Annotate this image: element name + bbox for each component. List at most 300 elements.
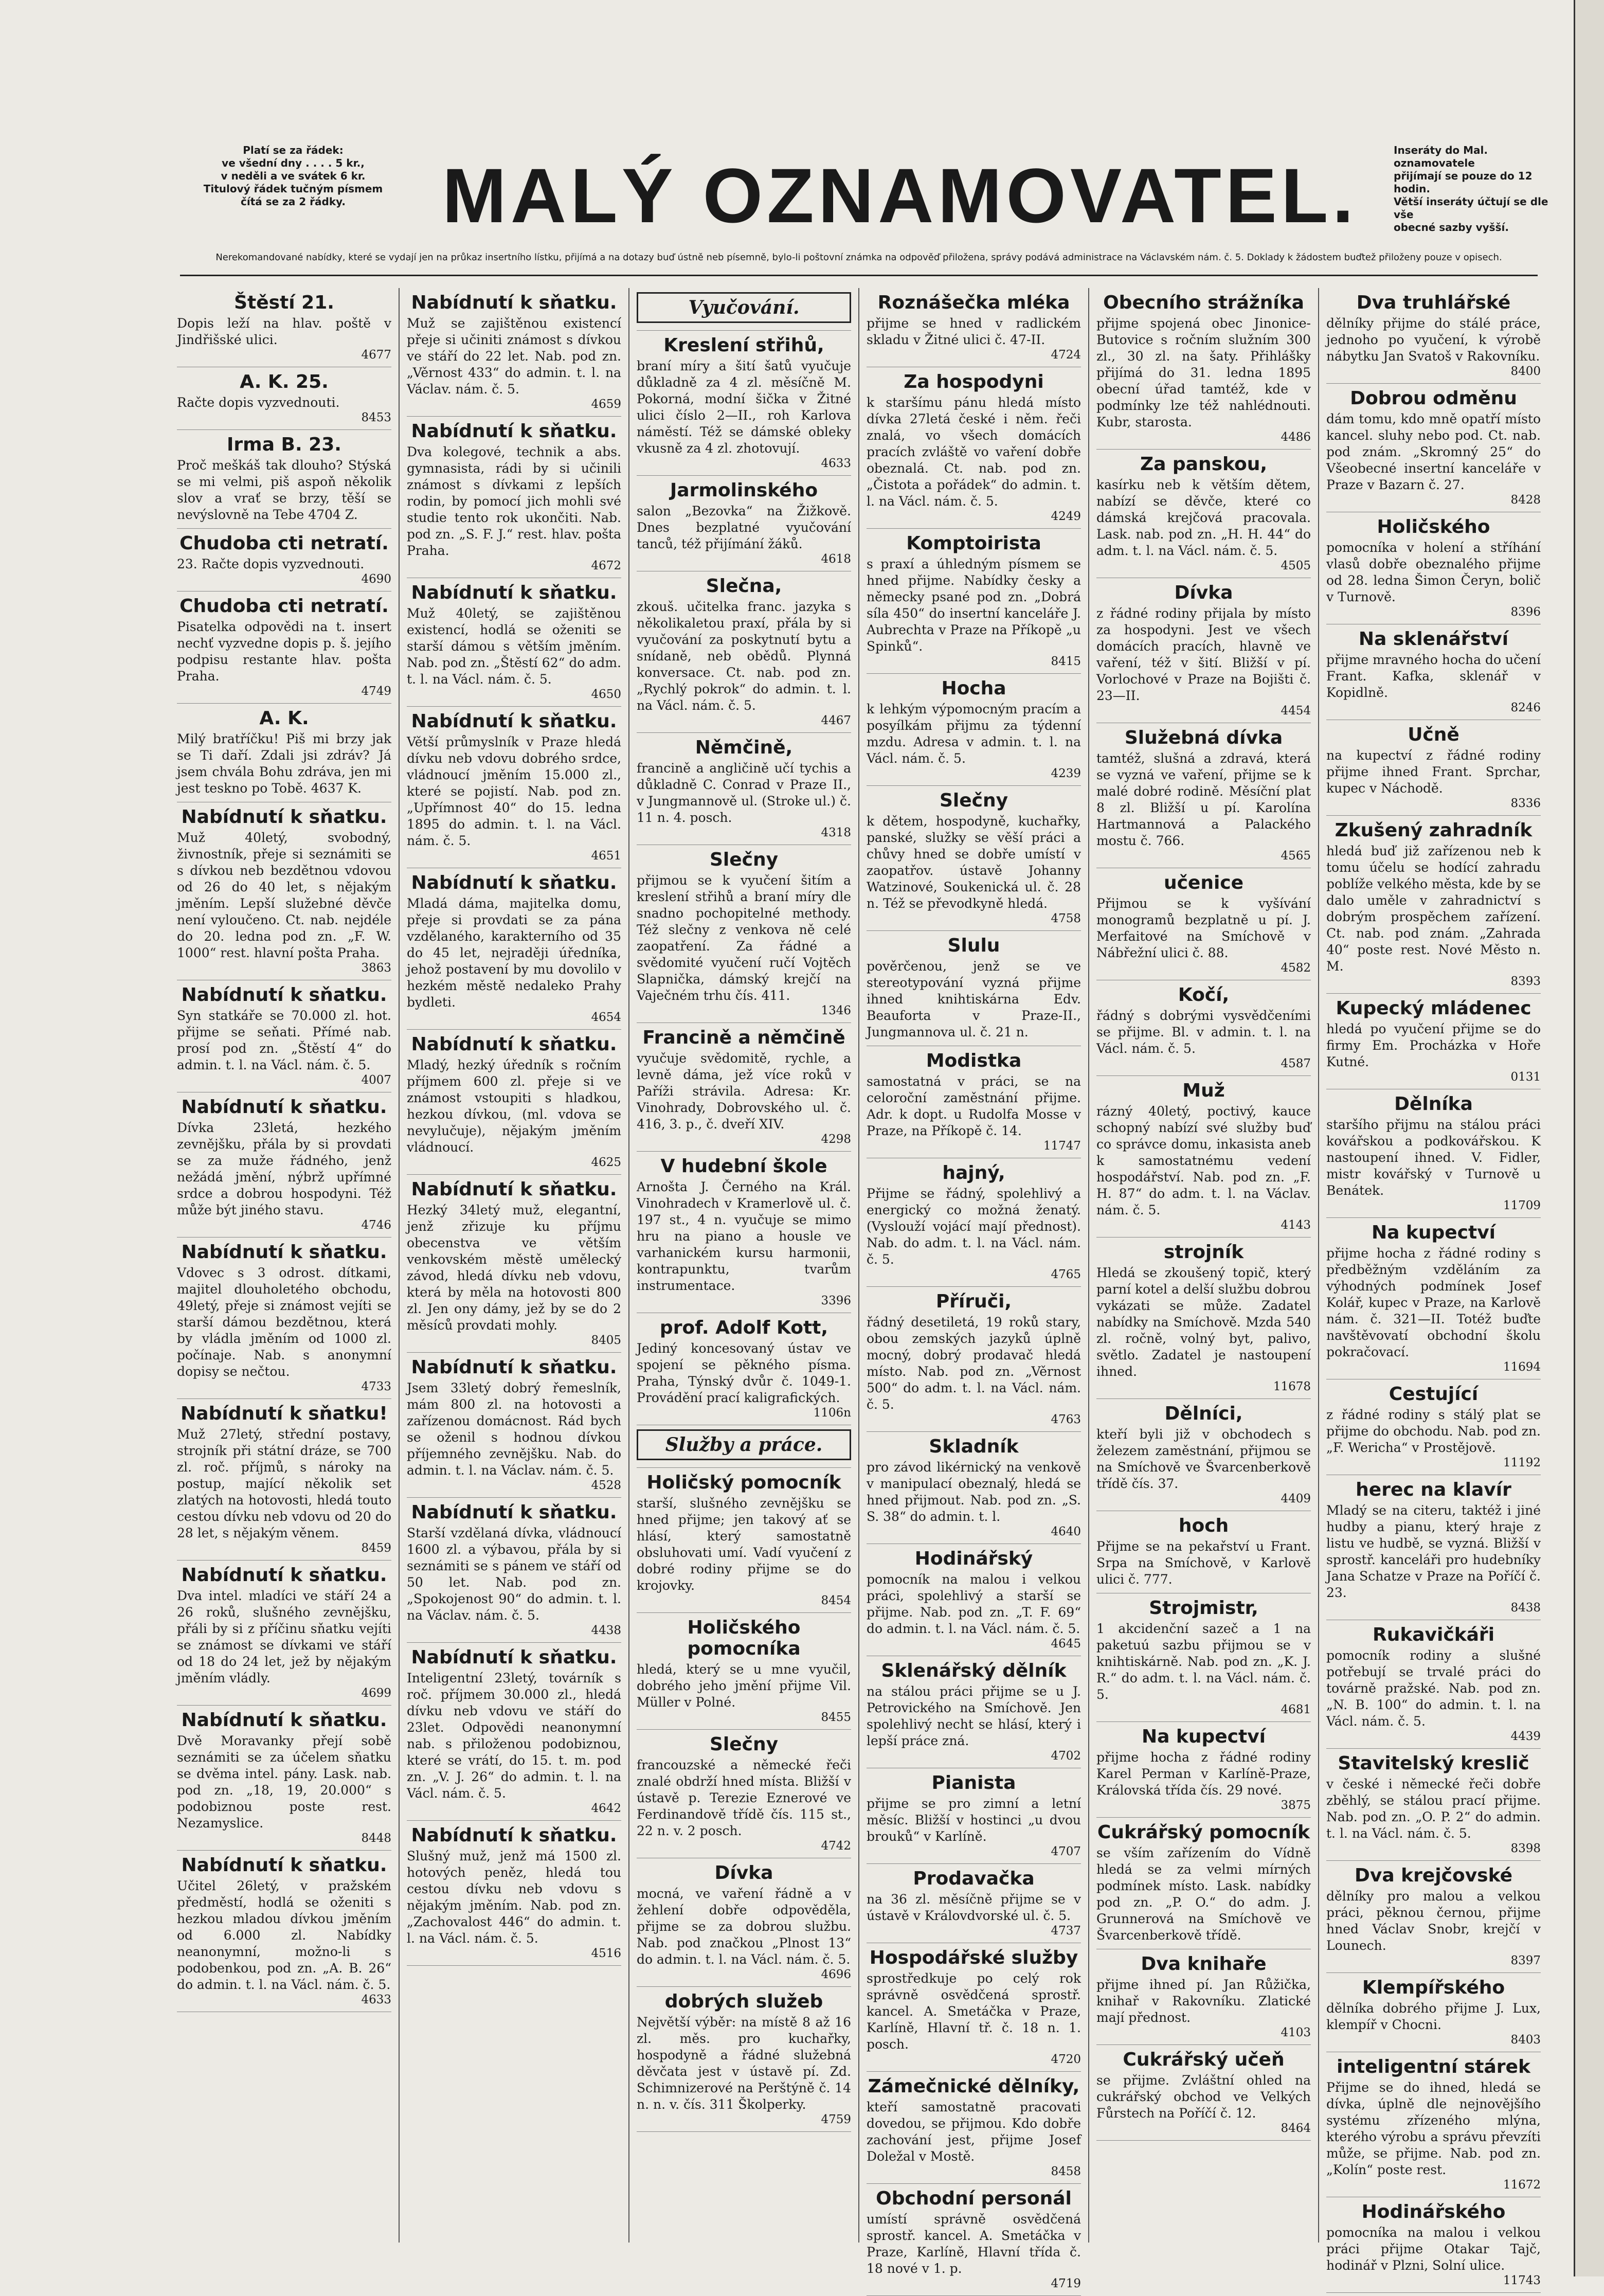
classified-ad	[867, 1158, 1081, 1287]
ad-text: k staršímu pánu hledá místo dívka 27letá české i něm. řeči znalá, vo všech domácích pracích zvláště vo vaření dobře obeznalá. Ct. nab. pod zn. „Čistota a pořádek“ do admin. t. l. na Václ. nám. č. 5.	[867, 395, 1081, 509]
ad-text: kteří byli již v obchodech s železem zaměstnání, přijmou se na Smíchově ve Švarcenberkově třídě čís. 37.	[1096, 1427, 1311, 1491]
ad-number: 4724	[1051, 348, 1081, 362]
classified-ad	[407, 1175, 621, 1353]
ad-title: Dobrou odměnu	[1350, 388, 1517, 409]
ad-title: Němčině,	[695, 737, 793, 758]
price-line: Titulový řádek tučným písmem	[203, 183, 383, 195]
ad-text: přijme se pro zimní a letní měsíc. Bližší v hostinci „u dvou brouků“ v Karlíně.	[867, 1796, 1081, 1844]
classified-ad	[1096, 1593, 1311, 1722]
classified-ad	[867, 674, 1081, 786]
classified-ad	[1096, 980, 1311, 1076]
ad-number: 4733	[361, 1380, 391, 1393]
ad-text: Jediný koncesovaný ústav ve spojení se pěkného písma. Praha, Týnský dvůr č. 1049-1. Provádění prací kaligrafických.	[637, 1341, 851, 1405]
classified-ad	[867, 1432, 1081, 1544]
ad-title: Nabídnutí k sňatku.	[411, 1179, 617, 1200]
ad-text: sprostředkuje po celý rok správně osvědčená sprostř. kancel. A. Smetáčka v Praze, Karlíně, Hlavní tř. č. 18 n. 1. posch.	[867, 1971, 1081, 2052]
ad-text: k lehkým výpomocným pracím a posyílkám přijmu za týdenní mzdu. Adresa v admin. t. l. na Václ. nám. č. 5.	[867, 702, 1081, 766]
ad-text: přijme ihned pí. Jan Růžička, knihař v Rakovníku. Zlatické mají přednost.	[1096, 1977, 1311, 2025]
classified-ad	[1326, 1475, 1541, 1620]
ad-number: 4633	[821, 457, 851, 470]
classified-ad	[637, 1858, 851, 1987]
ad-title: Nabídnutí k sňatku.	[181, 1097, 387, 1118]
classified-ad	[1326, 2052, 1541, 2197]
ad-text: Největší výběr: na místě 8 až 16 zl. měs. pro kuchařky, hospodyně a řádné služebná děvčata jest v ústavě pí. Zd. Schimnizerové na Perštýně č. 14 n. n. v. čís. 311 Školperky.	[637, 2015, 851, 2112]
classified-ad	[177, 802, 391, 980]
ad-title: učenice	[1163, 872, 1244, 893]
ad-number: 4737	[1051, 1924, 1081, 1938]
ad-title: Holičský pomocník	[646, 1472, 841, 1493]
ad-text: Arnošta J. Černého na Král. Vinohradech v Kramerlově ul. č. 197 st., 4 n. vyučuje se mimo hru na piano a housle ve varhanickém kursu harmonii, kontrapunktu, tvarům instrumentace.	[637, 1179, 851, 1293]
classified-ad	[867, 2184, 1081, 2296]
classified-ad	[637, 1152, 851, 1313]
classified-ad	[867, 786, 1081, 931]
ad-number: 4765	[1051, 1268, 1081, 1281]
classified-ad	[867, 288, 1081, 367]
ad-text: Proč meškáš tak dlouho? Stýská se mi velmi, piš aspoň několik slov a vrať se brzy, těší se nevýslovně na Tebe 4704 Z.	[177, 458, 391, 522]
ad-title: Nabídnutí k sňatku.	[181, 984, 387, 1006]
ad-title: prof. Adolf Kott,	[659, 1317, 828, 1338]
ad-title: Nabídnutí k sňatku.	[411, 1034, 617, 1055]
ad-number: 8246	[1510, 701, 1541, 714]
ad-title: Nabídnutí k sňatku.	[411, 1502, 617, 1523]
ad-number: 3875	[1281, 1799, 1311, 1812]
ad-title: Nabídnutí k sňatku.	[181, 1855, 387, 1876]
classified-ad	[1096, 450, 1311, 578]
ad-text: mocná, ve vaření řádně a v žehlení dobře odpověděla, přijme se za dobrou službu. Nab. pod značkou „Plnost 13“ do admin. t. l. na Václ. nám. č. 5.	[637, 1886, 851, 1967]
ad-text: Jsem 33letý dobrý řemeslník, mám 800 zl. na hotovosti a zařízenou domácnost. Rád bych se oženil s hodnou dívkou příjemného zevnějšku. Nab. do admin. t. l. na Václav. nám. č. 5.	[407, 1380, 621, 1478]
classified-ad	[177, 367, 391, 430]
classified-ad	[637, 733, 851, 845]
ad-title: Pianista	[931, 1772, 1016, 1793]
classified-ad	[407, 288, 621, 417]
ad-title: Modistka	[926, 1050, 1022, 1071]
ad-title: Komptoirista	[906, 533, 1041, 554]
ad-number: 3396	[821, 1294, 851, 1307]
ad-text: Vdovec s 3 odrost. dítkami, majitel dlouholetého obchodu, 49letý, přeje si známost vejíti se starší dámou bezdětnou, která by vládla jměním od 1000 zl. počínaje. Nab. s anonymní dopisy se nečtou.	[177, 1265, 391, 1379]
ad-text: pověrčenou, jenž se ve stereotypování vyzná přijme ihned knihtiskárna Edv. Beauforta v Praze-II., Jungmannova ul. č. 21 n.	[867, 959, 1081, 1039]
ad-number: 4719	[1051, 2277, 1081, 2290]
ad-text: Muž 40letý, se zajištěnou existencí, hodlá se oženiti se starší dámou s větším jměním. Nab. pod zn. „Štěstí 62“ do adm. t. l. na Václ. nám. č. 5.	[407, 606, 621, 687]
ad-title: Obchodní personál	[876, 2188, 1072, 2209]
classified-ad	[1326, 384, 1541, 512]
ad-text: staršího přijmu na stálou práci kovářskou a podkovářskou. K nastoupení ihned. V. Fidler, mistr kovářský v Turnově u Benátek.	[1326, 1117, 1541, 1198]
ad-title: Slulu	[947, 935, 1000, 956]
ad-text: braní míry a šití šatů vyučuje důkladně za 4 zl. měsíčně M. Pokorná, modní šička v Žitné ulici číslo 2—II., roh Karlova náměstí. Též se dámské obleky vkusně za 4 zl. zhotovují.	[637, 358, 851, 456]
ad-title: Hospodářské služby	[869, 1947, 1078, 1968]
ad-title: Příruči,	[935, 1291, 1012, 1312]
classified-ad	[1326, 624, 1541, 720]
ad-number: 8459	[361, 1541, 391, 1555]
ad-title: Chudoba cti netratí.	[179, 533, 389, 554]
ad-text: Mladý, hezký úředník s ročním příjmem 600 zl. přeje si ve známost vstoupiti s hladkou, hezkou dívkou, (ml. vdova se nevylučuje), nějakým jměním vládnoucí.	[407, 1057, 621, 1155]
classified-ad	[177, 1237, 391, 1399]
ad-number: 11678	[1273, 1380, 1311, 1393]
ad-column	[1319, 288, 1548, 2287]
classified-ad	[867, 1287, 1081, 1432]
ad-number: 4746	[361, 1218, 391, 1232]
ad-text: 23. Račte dopis vyzvednouti.	[177, 557, 365, 571]
classified-ad	[637, 1987, 851, 2132]
ad-number: 8415	[1051, 655, 1081, 668]
ad-title: Chudoba cti netratí.	[179, 596, 389, 617]
classified-ad	[407, 1353, 621, 1498]
ad-text: Mladý se na citeru, taktéž i jiné hudby a pianu, který hraje z listu ve hudbě, se vyzná. Bližší v sprostř. kanceláři pro hudebníky Jana Schatze v Praze na Poříčí č. 23.	[1326, 1503, 1541, 1600]
ad-text: Račte dopis vyzvednouti.	[177, 395, 340, 410]
ad-title: Služebná dívka	[1124, 727, 1283, 748]
ad-text: se přijme. Zvláštní ohled na cukrářský obchod ve Velkých Fůrstech na Poříčí č. 12.	[1096, 2073, 1311, 2121]
deadline-line: přijímají se pouze do 12 hodin.	[1394, 170, 1533, 195]
ad-title: Dívka	[714, 1862, 773, 1884]
deadline-line: obecné sazby vyšší.	[1394, 221, 1509, 234]
ad-title: Nabídnutí k sňatku.	[181, 806, 387, 828]
classified-ad	[637, 1313, 851, 1425]
ad-number: 11192	[1503, 1456, 1541, 1469]
ad-text: Přijme se na pekařství u Frant. Srpa na Smíchově, v Karlově ulici č. 777.	[1096, 1539, 1311, 1587]
ad-text: starší, slušného zevnějšku se hned přijme; jen takový ať se hlásí, který samostatně obsluhovati umí. Vadí vyučení z dobré rodiny přijme se do krojovky.	[637, 1496, 851, 1593]
classified-ad	[867, 1943, 1081, 2072]
ad-title: Francině a němčině	[642, 1027, 845, 1048]
deadline-line: Inseráty do Mal. oznamovatele	[1394, 144, 1488, 169]
ad-title: Jarmolinského	[670, 480, 818, 501]
ad-title: Zkušený zahradník	[1335, 820, 1533, 841]
ad-title: Na sklenářství	[1358, 629, 1509, 650]
ad-title: Hodinářský	[914, 1548, 1033, 1569]
classified-ad	[1326, 816, 1541, 994]
ad-number: 8458	[1051, 2165, 1081, 2178]
ad-text: Dopis leží na hlav. poště v Jindřišské ulici.	[177, 316, 391, 347]
ad-number: 8428	[1510, 493, 1541, 507]
ad-number: 4742	[821, 1839, 851, 1853]
ad-number: 4720	[1051, 2053, 1081, 2066]
ad-text: Hledá se zkoušený topič, který parní kotel a delší službu dobrou vykázati se může. Zadatel nabídky na Smíchově. Mzda 540 zl. ročně, volný byt, palivo, světlo. Zadatel je nastoupení ihned.	[1096, 1265, 1311, 1379]
ad-text: Inteligentní 23letý, továrník s roč. příjmem 30.000 zl., hledá dívku neb vdovu ve stáří do 23let. Odpovědi neanonymní nab. s přiloženou podobiznou, které se vrátí, do 15. t. m. pod zn. „V. J. 26“ do admin. t. l. na Václ. nám. č. 5.	[407, 1671, 621, 1801]
ad-number: 8453	[361, 411, 391, 424]
ad-text: pomocník na malou i velkou práci, spolehlivý a starší se přijme. Nab. pod zn. „T. F. 69“ do admin. t. l. na Václ. nám. č. 5.	[867, 1572, 1081, 1636]
ad-title: strojník	[1163, 1242, 1244, 1263]
ad-number: 4486	[1281, 430, 1311, 444]
ad-number: 8397	[1510, 1954, 1541, 1967]
ad-text: Učitel 26letý, v pražském předměstí, hodlá se oženiti s hezkou mladou dívkou jměním od 6.000 zl. Nabídky neanonymní, možno-li s podobenkou, pod zn. „A. B. 26“ do admin. t. l. na Václ. nám. č. 5.	[177, 1878, 391, 1992]
price-line: ve všední dny . . . . 5 kr.,	[222, 157, 365, 169]
ad-title: Muž	[1182, 1080, 1225, 1101]
ad-title: Nabídnutí k sňatku!	[181, 1403, 388, 1424]
classified-ad	[1326, 2197, 1541, 2293]
ad-columns	[170, 288, 1548, 2290]
price-line: Platí se za řádek:	[243, 144, 344, 156]
ad-title: Vyučování.	[637, 292, 851, 323]
ad-title: Hocha	[941, 678, 1006, 699]
ad-text: Přijmou se k vyšívání monogramů bezplatně u pí. J. Merfaitové na Smíchově v Nábřežní ulici č. 88.	[1096, 896, 1311, 960]
classified-ad	[1326, 1379, 1541, 1475]
classified-ad	[407, 578, 621, 707]
ad-title: Holičského pomocníka	[687, 1617, 801, 1659]
ad-text: na kupectví z řádné rodiny přijme ihned Frant. Sprchar, kupec v Náchodě.	[1326, 748, 1541, 796]
classified-ad	[1326, 1620, 1541, 1749]
classified-ad	[177, 430, 391, 529]
ad-title: Cestující	[1389, 1384, 1479, 1405]
classified-ad	[637, 845, 851, 1023]
ad-text: kteří samostatně pracovati dovedou, se přijmou. Kdo dobře zachování jest, přijme Josef Doležal v Mostě.	[867, 2100, 1081, 2164]
ad-number: 4467	[821, 714, 851, 727]
ad-number: 4318	[821, 826, 851, 839]
ad-text: hledá, který se u mne vyučil, dobrého jeho jmění přijme Vil. Müller v Polné.	[637, 1662, 851, 1710]
ad-number: 4690	[361, 572, 391, 586]
ad-text: tamtéž, slušná a zdravá, která se vyzná ve vaření, přijme se k malé dobré rodině. Měsíční plat 8 zl. Bližší u pí. Karolína Hartmannová a Palackého mostu č. 766.	[1096, 751, 1311, 848]
ad-text: přijme se hned v radlickém skladu v Žitné ulici č. 47-II.	[867, 316, 1081, 347]
ad-text: Přijme se do ihned, hledá se dívka, úplně dle nejnovějšího systému zřízeného mlýna, kterého výrobu a správu převzíti může, se přijme. Nab. pod zn. „Kolín“ poste rest.	[1326, 2080, 1541, 2177]
ad-text: Dvě Moravanky přejí sobě seznámiti se za účelem sňatku se dvěma intel. pány. Lask. nab. pod zn. „18, 19, 20.000“ s podobiznou poste rest. Nezamyslice.	[177, 1733, 391, 1831]
classified-ad	[177, 1399, 391, 1560]
ad-number: 4763	[1051, 1413, 1081, 1426]
ad-number: 4702	[1051, 1749, 1081, 1763]
ad-number: 0131	[1510, 1070, 1541, 1084]
ad-title: hoch	[1178, 1515, 1229, 1536]
ad-title: Nabídnutí k sňatku.	[411, 872, 617, 893]
ad-title: Slečny	[709, 1734, 779, 1755]
ad-title: Štěstí 21.	[234, 292, 334, 313]
next-page-edge	[1574, 0, 1604, 2276]
ad-title: Za panskou,	[1140, 454, 1268, 475]
ad-title: Hodinářského	[1361, 2201, 1506, 2222]
classified-ad	[867, 1544, 1081, 1656]
classified-ad	[177, 529, 391, 591]
ad-number: 4587	[1281, 1057, 1311, 1070]
ad-text: dělníka dobrého přijme J. Lux, klempíř v Chocni.	[1326, 2001, 1541, 2032]
ad-text: přijme hocha z řádné rodiny s předběžným vzděláním za výhodných podmínek Josef Kolář, kupec v Praze, na Karlově nám. č. 321—II. Totéž buďte navštěvovatí obchodní školu pokračovací.	[1326, 1246, 1541, 1359]
classified-ad	[867, 529, 1081, 674]
classified-ad	[1096, 1511, 1311, 1593]
ad-title: Rukavičkáři	[1372, 1624, 1495, 1645]
ad-number: 8398	[1510, 1842, 1541, 1855]
classified-ad	[1096, 1818, 1311, 1949]
classified-ad	[637, 1730, 851, 1858]
classified-ad	[1096, 1949, 1311, 2045]
ad-text: salon „Bezovka“ na Žižkově. Dnes bezplatné vyučování tanců, též přijímání žáků.	[637, 504, 851, 551]
ad-text: přijmou se k vyučení šitím a kreslení střihů a braní míry dle snadno pochopitelné methody. Též slečny z venkova ně celé zaopatření. Za řádné a svědomité vyučení ručí Vojtěch Slapnička, dámský krejčí na Vaječném trhu čís. 411.	[637, 873, 851, 1003]
ad-title: Holičského	[1377, 516, 1490, 537]
ad-text: Pisatelka odpovědi na t. insert nechť vyzvedne dopis p. š. jejího podpisu restante hlav. pošta Praha.	[177, 619, 391, 684]
ad-text: francouzské a německé řeči znalé obdrží hned místa. Bližší v ústavě p. Terezie Eznerové ve Ferdinandově třídě čís. 115 st., 22 n. v. 2 posch.	[637, 1757, 851, 1838]
classified-ad	[177, 1706, 391, 1851]
ad-title: Irma B. 23.	[227, 434, 341, 455]
classified-ad	[177, 288, 391, 367]
classified-ad	[1326, 512, 1541, 624]
classified-ad	[637, 1023, 851, 1152]
ad-title: Nabídnutí k sňatku.	[181, 1242, 387, 1263]
ad-number: 8405	[591, 1334, 621, 1347]
classified-ad	[1096, 1722, 1311, 1818]
ad-text: Větší průmyslník v Praze hledá dívku neb vdovu dobrého srdce, vládnoucí jměním 15.000 zl., které se pojistí. Nab. pod zn. „Upřímnost 40“ do 15. ledna 1895 do admin. t. l. na Václ. nám. č. 5.	[407, 734, 621, 848]
ad-column	[400, 288, 629, 2243]
ad-text: samostatná v práci, se na celoroční zaměstnání přijme. Adr. k dopt. u Rudolfa Mosse v Praze, na Příkopě č. 14.	[867, 1074, 1081, 1138]
ad-number: 8396	[1510, 605, 1541, 619]
ad-text: k dětem, hospodyně, kuchařky, panské, služky se věší práci a chůvy hned se dobře umístí v zaopatřov. ústavě Johanny Watzinové, Soukenická ul. č. 28 n. Též se převodkyně hledá.	[867, 814, 1081, 911]
classified-ad	[177, 980, 391, 1092]
ad-number: 4505	[1281, 559, 1311, 572]
classified-ad	[1326, 1089, 1541, 1218]
ad-number: 4103	[1281, 2026, 1311, 2039]
ad-text: kasírku neb k větším dětem, nabízí se děvče, které co dámská krejčová pracovala. Lask. nab. pod zn. „H. H. 44“ do adm. t. l. na Václ. nám. č. 5.	[1096, 477, 1311, 558]
ad-title: Prodavačka	[913, 1868, 1035, 1889]
ad-number: 4298	[821, 1133, 851, 1146]
classified-ad	[867, 367, 1081, 529]
ad-number: 1106n	[813, 1406, 851, 1420]
ad-text: přijme spojená obec Jinonice-Butovice s ročním služním 300 zl., 30 zl. na šaty. Přihlášky přijímá do 31. ledna 1895 obecní úřad tamtéž, kde v podmínky lze též nahlédnouti. Kubr, starosta.	[1096, 316, 1311, 429]
ad-title: Obecního strážníka	[1103, 292, 1304, 313]
ad-number: 4758	[1051, 912, 1081, 925]
ad-text: Hezký 34letý muž, elegantní, jenž zřizuje ku příjmu obecenstva ve větším venkovském městě umělecký závod, hledá dívku neb vdovu, která by měla na hotovosti 800 zl. Jen ony dámy, jež by se do 2 měsíců provdati mohly.	[407, 1203, 621, 1333]
ad-number: 4677	[361, 348, 391, 362]
ad-title: Skladník	[929, 1436, 1019, 1457]
classified-ad	[1096, 1237, 1311, 1399]
classified-ad	[1326, 1973, 1541, 2052]
section-title: MALÝ OZNAMOVATEL.	[442, 152, 1358, 239]
classified-ad	[407, 1643, 621, 1821]
ad-title: Stavitelský kreslič	[1338, 1753, 1529, 1774]
ad-column	[1089, 288, 1319, 2243]
ad-text: přijme mravného hocha do učení Frant. Kafka, sklenář v Kopidlně.	[1326, 652, 1541, 700]
classified-ad	[1096, 288, 1311, 450]
ad-title: Dělníka	[1394, 1093, 1473, 1115]
classified-ad	[637, 288, 851, 331]
ad-text: Milý bratříčku! Piš mi brzy jak se Ti daří. Zdali jsi zdráv? Já jsem chvála Bohu zdráva, jen mi jest teskno po Tobě. 4637 K.	[177, 731, 391, 796]
ad-title: Služby a práce.	[637, 1429, 851, 1460]
ad-number: 4516	[591, 1947, 621, 1960]
ad-text: se vším zařízením do Vídně hledá se za velmi mírných podmínek místo. Lask. nabídky pod zn. „P. O.“ do adm. J. Grunnerová na Smíchově ve Švarcenberkově třídě.	[1096, 1845, 1311, 1943]
classified-ad	[1326, 1861, 1541, 1973]
ad-title: Dva krejčovské	[1355, 1865, 1512, 1886]
ad-title: Roznášečka mléka	[877, 292, 1070, 313]
ad-text: Přijme se řádný, spolehlivý a energický co možná ženatý. (Vyslouží vojácí mají přednost). Nab. do adm. t. l. na Václ. nám. č. 5.	[867, 1186, 1081, 1267]
ad-title: Nabídnutí k sňatku.	[411, 582, 617, 603]
ad-text: v české i německé řeči dobře zběhlý, se stálou prací přijme. Nab. pod zn. „O. P. 2“ do admin. t. l. na Václ. nám. č. 5.	[1326, 1777, 1541, 1841]
ad-title: Kreslení střihů,	[663, 335, 824, 356]
ad-number: 4749	[361, 685, 391, 698]
classified-ad	[637, 1468, 851, 1613]
classified-ad	[177, 704, 391, 802]
ad-column	[859, 288, 1089, 2290]
ad-text: pomocník rodiny a slušné potřebují se trvalé práci do továrně pražské. Nab. pod zn. „N. B. 100“ do admin. t. l. na Václ. nám. č. 5.	[1326, 1648, 1541, 1729]
ad-number: 4582	[1281, 961, 1311, 975]
ad-text: přijme hocha z řádné rodiny Karel Perman v Karlíně-Praze, Královská třída čís. 29 nové.	[1096, 1750, 1311, 1798]
ad-text: pro závod likérnický na venkově v manipulací obeznalý, hledá se hned přijmout. Nab. pod zn. „S. S. 38“ do admin. t. l.	[867, 1460, 1081, 1524]
ad-number: 8403	[1510, 2033, 1541, 2047]
ad-title: A. K. 25.	[240, 371, 329, 392]
ad-number: 8455	[821, 1711, 851, 1724]
ad-number: 8438	[1510, 1601, 1541, 1615]
ad-title: Nabídnutí k sňatku.	[181, 1565, 387, 1586]
ad-text: hledá po vyučení přijme se do firmy Em. Procházka v Hoře Kutné.	[1326, 1021, 1541, 1069]
ad-number: 8448	[361, 1832, 391, 1845]
ad-title: Klempířského	[1362, 1977, 1505, 1998]
classified-ad	[1326, 1749, 1541, 1861]
ad-number: 4640	[1051, 1525, 1081, 1538]
ad-text: zkouš. učitelka franc. jazyka s několikaletou praxí, přála by si vyučování za poskytnutí bytu a snídaně, neb obědů. Plynná konversace. Ct. nab. pod zn. „Rychlý pokrok“ do admin. t. l. na Václ. nám. č. 5.	[637, 599, 851, 713]
ad-title: Dva truhlářské	[1356, 292, 1511, 313]
ad-text: pomocníka na malou i velkou práci přijme Otakar Tajč, hodinář v Plzni, Solní ulice.	[1326, 2225, 1541, 2273]
ad-number: 4565	[1281, 849, 1311, 863]
ad-number: 4454	[1281, 704, 1311, 718]
ad-text: dám tomu, kdo mně opatří místo kancel. sluhy nebo pod. Ct. nab. pod znám. „Skromný 25“ do Všeobecné insertní kanceláře v Praze v Bazarn č. 27.	[1326, 411, 1541, 492]
ad-title: V hudební škole	[660, 1156, 827, 1177]
ad-title: Nabídnutí k sňatku.	[411, 711, 617, 732]
deadline-box	[1394, 144, 1558, 247]
ad-text: Muž 40letý, svobodný, živnostník, přeje si seznámiti se s dívkou neb bezdětnou vdovou od 26 do 40 let, s nějakým jměním. Lepší služebné děvče není vyloučeno. Ct. nab. nejdéle do 20. ledna pod zn. „F. W. 1000“ rest. hlavní pošta Praha.	[177, 830, 391, 960]
ad-text: z řádné rodiny s stálý plat se přijme do obchodu. Nab. pod zn. „F. Wericha“ v Prostějově.	[1326, 1407, 1541, 1455]
ad-number: 4654	[591, 1011, 621, 1024]
classified-ad	[867, 2072, 1081, 2184]
classified-ad	[407, 1821, 621, 1966]
ad-title: Cukrářský učeň	[1123, 2049, 1285, 2070]
classified-ad	[637, 1425, 851, 1468]
ad-text: pomocníka v holení a stříhání vlasů dobře obeznalého přijme od 28. ledna Šimon Čeryn, bolič v Turnově.	[1326, 540, 1541, 604]
classified-ad	[1096, 1399, 1311, 1511]
ad-text: hledá buď již zařízenou neb k tomu účelu se hodící zahradu poblíže velkého města, kde by se dalo uměle v zahradnictví s dobrým prospěchem zařízení. Ct. nab. pod znám. „Zahrada 40“ poste rest. Nové Město n. M.	[1326, 844, 1541, 974]
ad-title: Nabídnutí k sňatku.	[411, 292, 617, 313]
ad-number: 1346	[821, 1004, 851, 1017]
ad-text: Dívka 23letá, hezkého zevnějšku, přála by si provdati se za muže řádného, jenž nežádá jmění, nýbrž upřímné srdce a dobrou hospodyni. Též může být jiného stavu.	[177, 1120, 391, 1217]
ad-title: Cukrářský pomocník	[1097, 1822, 1310, 1843]
ad-number: 11672	[1503, 2178, 1541, 2192]
classified-ad	[1096, 1076, 1311, 1237]
ad-number: 4249	[1051, 510, 1081, 523]
ad-title: Strojmistr,	[1149, 1598, 1258, 1619]
classified-ad	[1096, 2045, 1311, 2141]
ad-text: řádný desetiletá, 19 roků stary, obou zemských jazyků úplně mocný, dobrý prodavač hledá místo. Nab. pod zn. „Věrnost 500“ do adm. t. l. na Václ. nám. č. 5.	[867, 1315, 1081, 1412]
classified-ad	[407, 868, 621, 1030]
ad-number: 4651	[591, 849, 621, 863]
classified-ad	[177, 1851, 391, 2012]
ad-title: Učně	[1408, 724, 1459, 745]
ad-text: dělníky pro malou a velkou práci, pěknou černou, přijme hned Václav Snobr, krejčí v Lounech.	[1326, 1889, 1541, 1953]
ad-text: 1 akcidenční sazeč a 1 na paketuú sazbu přijmou se v knihtiskárně. Nab. pod zn. „K. J. R.“ do adm. t. l. na Václ. nám. č. 5.	[1096, 1621, 1311, 1702]
ad-title: hajný,	[942, 1162, 1005, 1183]
header-note: Nerekomandované nabídky, které se vydají jen na průkaz insertního lístku, přijímá a na dotazy buď ústně neb písemně, bylo-li poštovní známka na odpověď přiložena, správy podává administrace na Václavském nám. č. 5. Doklady k žádostem buďtež přiloženy pouze v opisech.	[180, 252, 1538, 276]
ad-number: 11694	[1503, 1360, 1541, 1374]
classified-ad	[637, 1613, 851, 1730]
ad-text: Mladá dáma, majitelka domu, přeje si provdati se za pána vzdělaného, karakterního od 35 do 45 let, nejraději úředníka, jehož postavení by mu dovolilo v hezkém městě nedaleko Prahy bydleti.	[407, 896, 621, 1010]
ad-number: 4650	[591, 688, 621, 701]
ad-number: 4659	[591, 398, 621, 411]
ad-number: 4625	[591, 1156, 621, 1169]
classified-ad	[407, 707, 621, 868]
ad-number: 8400	[1510, 365, 1541, 378]
classified-ad	[1096, 723, 1311, 868]
ad-title: herec na klavír	[1356, 1479, 1511, 1500]
ad-text: Muž 27letý, střední postavy, strojník při státní dráze, se 700 zl. roč. příjmů, s nároky na postup, mající několik set zlatých na hotovosti, hledá touto cestou dívku neb vdovu od 20 do 28 let, s nějakým věnem.	[177, 1427, 391, 1540]
ad-number: 8454	[821, 1594, 851, 1607]
classified-ad	[867, 931, 1081, 1046]
ad-number: 4672	[591, 559, 621, 572]
ad-column	[629, 288, 859, 2243]
ad-text: Starší vzdělaná dívka, vládnoucí 1600 zl. a výbavou, přála by si seznámiti se s pánem ve stáří od 50 let. Nab. pod zn. „Spokojenost 90“ do admin. t. l. na Václav. nám. č. 5.	[407, 1526, 621, 1623]
newspaper-page	[149, 134, 1558, 2290]
classified-ad	[177, 1092, 391, 1237]
ad-title: dobrých služeb	[664, 1991, 823, 2012]
classified-ad	[867, 1864, 1081, 1943]
classified-ad	[1326, 720, 1541, 816]
classified-ad	[1096, 578, 1311, 723]
ad-title: Slečny	[939, 790, 1008, 811]
classified-ad	[1326, 288, 1541, 384]
ad-title: Zámečnické dělníky,	[868, 2076, 1080, 2097]
price-line: v neděli a ve svátek 6 kr.	[221, 170, 366, 182]
ad-text: umístí správně osvědčená sprostř. kancel. A. Smetáčka v Praze, Karlíně, Hlavní třída č. 18 nové v 1. p.	[867, 2212, 1081, 2276]
ad-number: 4618	[821, 552, 851, 566]
classified-ad	[637, 571, 851, 733]
classified-ad	[867, 1768, 1081, 1864]
ad-text: na 36 zl. měsíčně přijme se v ústavě v Královdvorské ul. č. 5.	[867, 1892, 1081, 1923]
